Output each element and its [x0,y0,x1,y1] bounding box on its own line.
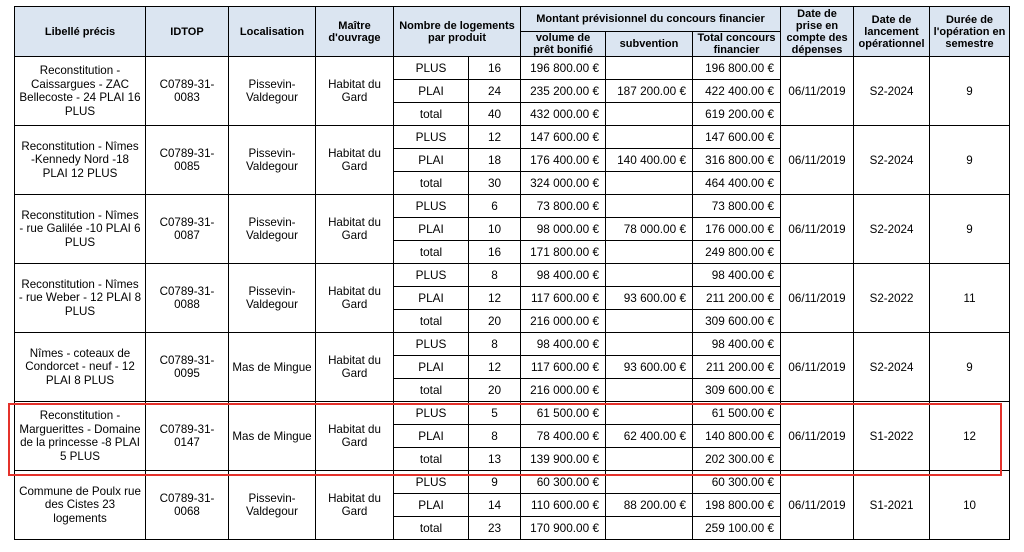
cell-subvention-empty [606,241,693,264]
cell-maitre-ouvrage: Habitat du Gard [316,471,394,540]
cell-nb-logements: 18 [469,149,521,172]
cell-subvention: 62 400.00 € [606,425,693,448]
cell-total-concours: 198 800.00 € [693,494,781,517]
header-nb-logements: Nombre de logements par produit [394,7,521,57]
cell-nb-logements: 13 [469,448,521,471]
cell-volume: 432 000.00 € [521,103,606,126]
cell-date-lancement: S2-2024 [854,57,930,126]
cell-duree: 9 [930,333,1010,402]
cell-subvention: 93 600.00 € [606,356,693,379]
cell-duree: 10 [930,471,1010,540]
cell-volume: 61 500.00 € [521,402,606,425]
cell-volume: 78 400.00 € [521,425,606,448]
cell-nb-logements: 23 [469,517,521,540]
cell-volume: 176 400.00 € [521,149,606,172]
cell-produit: PLAI [394,287,469,310]
cell-duree: 9 [930,126,1010,195]
cell-produit: total [394,172,469,195]
cell-subvention-empty [606,195,693,218]
cell-volume: 147 600.00 € [521,126,606,149]
cell-volume: 324 000.00 € [521,172,606,195]
cell-produit: PLAI [394,218,469,241]
cell-subvention: 140 400.00 € [606,149,693,172]
table-row [15,264,1010,287]
cell-nb-logements: 12 [469,287,521,310]
cell-volume: 117 600.00 € [521,356,606,379]
cell-duree: 11 [930,264,1010,333]
cell-duree: 12 [930,402,1010,471]
cell-subvention-empty [606,402,693,425]
cell-produit: PLUS [394,264,469,287]
table-row [15,333,1010,356]
cell-nb-logements: 8 [469,333,521,356]
cell-subvention-empty [606,57,693,80]
header-localisation: Localisation [229,7,316,57]
cell-localisation: Pissevin-Valdegour [229,264,316,333]
cell-volume: 98 400.00 € [521,333,606,356]
header-subvention: subvention [606,32,693,57]
cell-maitre-ouvrage: Habitat du Gard [316,57,394,126]
cell-nb-logements: 20 [469,310,521,333]
cell-maitre-ouvrage: Habitat du Gard [316,333,394,402]
cell-volume: 170 900.00 € [521,517,606,540]
header-idtop: IDTOP [146,7,229,57]
cell-subvention: 88 200.00 € [606,494,693,517]
header-total-concours: Total concours financier [693,32,781,57]
cell-total-concours: 309 600.00 € [693,310,781,333]
cell-volume: 98 000.00 € [521,218,606,241]
cell-produit: PLUS [394,126,469,149]
cell-produit: total [394,310,469,333]
cell-total-concours: 60 300.00 € [693,471,781,494]
cell-date-prise: 06/11/2019 [781,126,854,195]
cell-date-lancement: S1-2021 [854,471,930,540]
cell-localisation: Mas de Mingue [229,402,316,471]
cell-date-lancement: S2-2022 [854,264,930,333]
cell-produit: PLAI [394,494,469,517]
cell-produit: total [394,241,469,264]
cell-volume: 235 200.00 € [521,80,606,103]
cell-volume: 216 000.00 € [521,310,606,333]
cell-total-concours: 73 800.00 € [693,195,781,218]
cell-total-concours: 196 800.00 € [693,57,781,80]
cell-nb-logements: 16 [469,57,521,80]
header-duree: Durée de l'opération en semestre [930,7,1010,57]
header-date-prise: Date de prise en compte des dépenses [781,7,854,57]
cell-total-concours: 422 400.00 € [693,80,781,103]
table-row [15,195,1010,218]
cell-produit: total [394,379,469,402]
cell-total-concours: 309 600.00 € [693,379,781,402]
cell-nb-logements: 14 [469,494,521,517]
cell-libelle: Commune de Poulx rue des Cistes 23 logements [15,471,146,540]
cell-idtop: C0789-31-0085 [146,126,229,195]
cell-libelle: Reconstitution - Caissargues - ZAC Bellecoste - 24 PLAI 16 PLUS [15,57,146,126]
cell-subvention: 93 600.00 € [606,287,693,310]
table-body [15,57,1010,540]
cell-volume: 196 800.00 € [521,57,606,80]
cell-total-concours: 98 400.00 € [693,333,781,356]
cell-produit: total [394,103,469,126]
cell-nb-logements: 20 [469,379,521,402]
table-row [15,471,1010,494]
cell-total-concours: 140 800.00 € [693,425,781,448]
cell-libelle: Reconstitution - Nîmes - rue Weber - 12 PLAI 8 PLUS [15,264,146,333]
cell-volume: 60 300.00 € [521,471,606,494]
cell-maitre-ouvrage: Habitat du Gard [316,126,394,195]
cell-total-concours: 249 800.00 € [693,241,781,264]
cell-subvention-empty [606,448,693,471]
cell-produit: PLUS [394,402,469,425]
cell-total-concours: 316 800.00 € [693,149,781,172]
cell-maitre-ouvrage: Habitat du Gard [316,195,394,264]
cell-subvention-empty [606,333,693,356]
header-montant: Montant prévisionnel du concours financier [521,7,781,32]
cell-volume: 171 800.00 € [521,241,606,264]
cell-total-concours: 619 200.00 € [693,103,781,126]
cell-subvention: 78 000.00 € [606,218,693,241]
cell-produit: PLAI [394,80,469,103]
cell-nb-logements: 9 [469,471,521,494]
header-date-lancement: Date de lancement opérationnel [854,7,930,57]
cell-idtop: C0789-31-0088 [146,264,229,333]
cell-maitre-ouvrage: Habitat du Gard [316,402,394,471]
cell-date-lancement: S2-2024 [854,195,930,264]
cell-volume: 216 000.00 € [521,379,606,402]
cell-date-prise: 06/11/2019 [781,57,854,126]
cell-produit: total [394,517,469,540]
cell-volume: 139 900.00 € [521,448,606,471]
cell-idtop: C0789-31-0147 [146,402,229,471]
cell-localisation: Mas de Mingue [229,333,316,402]
cell-total-concours: 202 300.00 € [693,448,781,471]
cell-produit: PLAI [394,425,469,448]
cell-total-concours: 176 000.00 € [693,218,781,241]
cell-total-concours: 211 200.00 € [693,287,781,310]
cell-total-concours: 147 600.00 € [693,126,781,149]
cell-date-prise: 06/11/2019 [781,264,854,333]
table-row [15,57,1010,80]
cell-total-concours: 211 200.00 € [693,356,781,379]
cell-subvention-empty [606,471,693,494]
cell-nb-logements: 8 [469,425,521,448]
cell-subvention-empty [606,517,693,540]
cell-subvention-empty [606,310,693,333]
cell-libelle: Reconstitution - Nîmes - rue Galilée -10 PLAI 6 PLUS [15,195,146,264]
cell-total-concours: 98 400.00 € [693,264,781,287]
cell-nb-logements: 12 [469,356,521,379]
cell-total-concours: 259 100.00 € [693,517,781,540]
financing-table [14,6,1010,540]
cell-produit: PLAI [394,149,469,172]
cell-nb-logements: 40 [469,103,521,126]
cell-libelle: Nîmes - coteaux de Condorcet - neuf - 12 PLAI 8 PLUS [15,333,146,402]
cell-volume: 110 600.00 € [521,494,606,517]
cell-date-lancement: S1-2022 [854,402,930,471]
cell-volume: 98 400.00 € [521,264,606,287]
cell-total-concours: 61 500.00 € [693,402,781,425]
cell-duree: 9 [930,195,1010,264]
cell-date-lancement: S2-2024 [854,126,930,195]
cell-localisation: Pissevin-Valdegour [229,126,316,195]
cell-produit: PLUS [394,57,469,80]
cell-subvention-empty [606,172,693,195]
cell-nb-logements: 16 [469,241,521,264]
cell-idtop: C0789-31-0068 [146,471,229,540]
cell-subvention-empty [606,103,693,126]
cell-volume: 117 600.00 € [521,287,606,310]
cell-volume: 73 800.00 € [521,195,606,218]
table-row [15,126,1010,149]
cell-produit: PLUS [394,195,469,218]
table-row [15,402,1010,425]
cell-duree: 9 [930,57,1010,126]
cell-libelle: Reconstitution - Marguerittes - Domaine de la princesse -8 PLAI 5 PLUS [15,402,146,471]
cell-subvention-empty [606,379,693,402]
cell-localisation: Pissevin-Valdegour [229,57,316,126]
header-maitre-ouvrage: Maître d'ouvrage [316,7,394,57]
cell-nb-logements: 5 [469,402,521,425]
cell-subvention: 187 200.00 € [606,80,693,103]
cell-nb-logements: 6 [469,195,521,218]
cell-idtop: C0789-31-0083 [146,57,229,126]
cell-nb-logements: 8 [469,264,521,287]
cell-produit: PLUS [394,333,469,356]
cell-subvention-empty [606,264,693,287]
cell-nb-logements: 12 [469,126,521,149]
cell-date-lancement: S2-2024 [854,333,930,402]
cell-produit: total [394,448,469,471]
cell-date-prise: 06/11/2019 [781,402,854,471]
cell-maitre-ouvrage: Habitat du Gard [316,264,394,333]
cell-total-concours: 464 400.00 € [693,172,781,195]
cell-localisation: Pissevin-Valdegour [229,471,316,540]
cell-date-prise: 06/11/2019 [781,471,854,540]
cell-date-prise: 06/11/2019 [781,333,854,402]
cell-localisation: Pissevin-Valdegour [229,195,316,264]
cell-nb-logements: 30 [469,172,521,195]
cell-nb-logements: 24 [469,80,521,103]
cell-date-prise: 06/11/2019 [781,195,854,264]
cell-idtop: C0789-31-0087 [146,195,229,264]
cell-idtop: C0789-31-0095 [146,333,229,402]
cell-produit: PLUS [394,471,469,494]
cell-libelle: Reconstitution - Nîmes -Kennedy Nord -18 PLAI 12 PLUS [15,126,146,195]
cell-nb-logements: 10 [469,218,521,241]
cell-subvention-empty [606,126,693,149]
cell-produit: PLAI [394,356,469,379]
header-libelle: Libellé précis [15,7,146,57]
header-volume: volume de prêt bonifié [521,32,606,57]
